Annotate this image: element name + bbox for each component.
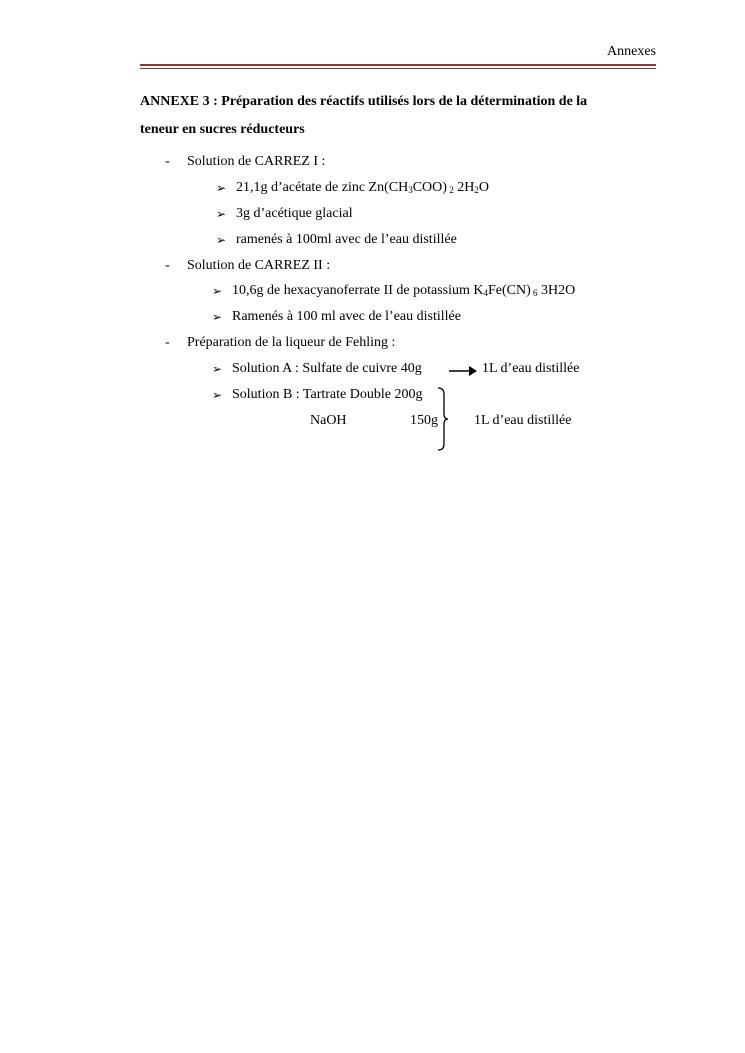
list-dash-icon: - bbox=[165, 258, 170, 273]
annex-title bbox=[140, 88, 656, 144]
annex-title-line2: teneur en sucres réducteurs bbox=[140, 122, 305, 137]
list-item-solution-a: Solution A : Sulfate de cuivre 40g bbox=[232, 361, 422, 376]
section-heading-fehling: Préparation de la liqueur de Fehling : bbox=[187, 335, 396, 350]
header-rule-thick bbox=[140, 64, 656, 66]
arrowhead-bullet-icon: ➢ bbox=[216, 181, 227, 195]
arrowhead-bullet-icon: ➢ bbox=[212, 362, 223, 376]
list-dash-icon: - bbox=[165, 335, 170, 350]
solution-b-result: 1L d’eau distillée bbox=[474, 413, 572, 428]
header-section-label: Annexes bbox=[607, 44, 656, 59]
arrowhead-bullet-icon: ➢ bbox=[212, 388, 223, 402]
arrowhead-bullet-icon: ➢ bbox=[216, 233, 227, 247]
section-heading-carrez-1: Solution de CARREZ I : bbox=[187, 154, 326, 169]
list-item-acetic-acid: 3g d’acétique glacial bbox=[236, 206, 353, 221]
arrowhead-bullet-icon: ➢ bbox=[212, 310, 223, 324]
list-item-make-up-volume-2: Ramenés à 100 ml avec de l’eau distillée bbox=[232, 309, 461, 324]
naoh-label: NaOH bbox=[310, 413, 347, 428]
header-rule-thin bbox=[140, 68, 656, 69]
right-brace-icon bbox=[436, 386, 450, 452]
list-item-make-up-volume: ramenés à 100ml avec de l’eau distillée bbox=[236, 232, 457, 247]
list-item-ferrocyanide: 10,6g de hexacyanoferrate II de potassium $K_4Fe(CN)$ $_6$ 3H2O bbox=[232, 283, 576, 298]
list-item-zinc-acetate: 21,1g d’acétate de zinc $Zn(CH_3COO)$ $_2$ $2H_2O$ bbox=[236, 180, 489, 195]
arrowhead-bullet-icon: ➢ bbox=[212, 284, 223, 298]
annex-title-line1: ANNEXE 3 : Préparation des réactifs utilisés lors de la détermination de la bbox=[140, 94, 588, 109]
arrowhead-bullet-icon: ➢ bbox=[216, 207, 227, 221]
solution-a-result: 1L d’eau distillée bbox=[482, 361, 580, 376]
naoh-amount: 150g bbox=[410, 413, 438, 428]
right-arrow-icon bbox=[448, 364, 478, 376]
list-dash-icon: - bbox=[165, 154, 170, 169]
list-item-solution-b: Solution B : Tartrate Double 200g bbox=[232, 387, 423, 402]
section-heading-carrez-2: Solution de CARREZ II : bbox=[187, 258, 331, 273]
